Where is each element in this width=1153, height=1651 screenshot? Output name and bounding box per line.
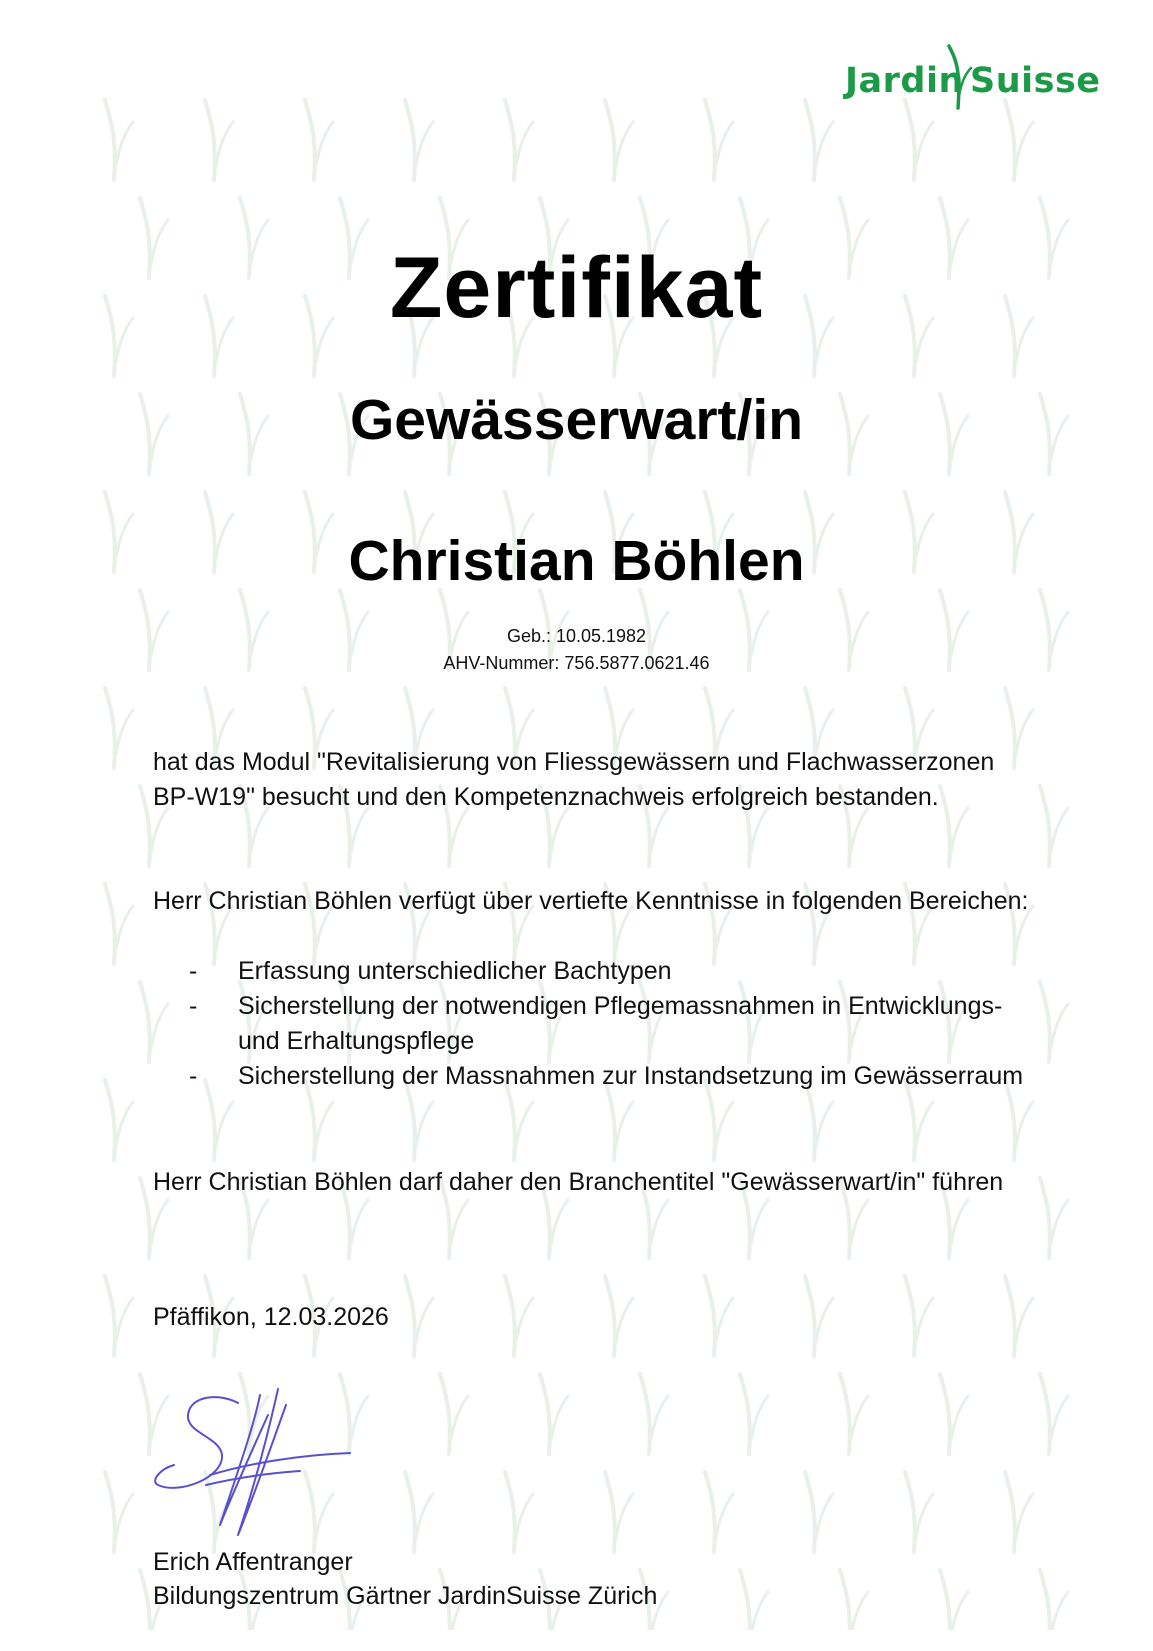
watermark-grass-icon — [105, 688, 133, 768]
watermark-grass-icon — [505, 1472, 533, 1552]
watermark-grass-icon — [905, 1276, 933, 1356]
watermark-grass-icon — [705, 100, 733, 180]
watermark-grass-icon — [705, 1276, 733, 1356]
watermark-grass-icon — [305, 100, 333, 180]
watermark-grass-icon — [505, 1276, 533, 1356]
signer-organization: Bildungszentrum Gärtner JardinSuisse Zürich — [153, 1582, 658, 1610]
watermark-grass-icon — [740, 1570, 768, 1630]
watermark-grass-icon — [805, 1472, 833, 1552]
jardinsuisse-logo — [845, 38, 1101, 110]
watermark-grass-icon — [105, 1472, 133, 1552]
ahv-number: AHV-Nummer: 756.5877.0621.46 — [443, 653, 710, 673]
watermark-grass-icon — [405, 1276, 433, 1356]
birth-date: Geb.: 10.05.1982 — [506, 626, 647, 646]
certificate-title: Zertifikat — [389, 240, 764, 336]
handwritten-signature — [150, 1385, 370, 1545]
watermark-grass-icon — [105, 1080, 133, 1160]
watermark-grass-icon — [805, 1276, 833, 1356]
watermark-grass-icon — [505, 100, 533, 180]
watermark-grass-icon — [640, 1374, 668, 1454]
list-item — [153, 1059, 1033, 1094]
certificate-subtitle: Gewässerwart/in — [349, 388, 804, 452]
logo-word-suisse: Suisse — [970, 61, 1101, 101]
place-date: Pfäffikon, 12.03.2026 — [153, 1303, 389, 1331]
watermark-grass-icon — [205, 100, 233, 180]
watermark-grass-icon — [805, 100, 833, 180]
watermark-grass-icon — [1005, 1472, 1033, 1552]
watermark-grass-icon — [405, 1472, 433, 1552]
watermark-grass-icon — [605, 1472, 633, 1552]
watermark-grass-icon — [940, 1374, 968, 1454]
paragraph-module: hat das Modul "Revitalisierung von Fliessgewässern und Flachwasserzonen BP-W19" besucht und den Kompetenznachweis erfolgreich bestanden. — [153, 748, 995, 811]
signer-name: Erich Affentranger — [153, 1548, 353, 1576]
competence-list — [153, 954, 1033, 1094]
logo-word-jardin: Jardin — [845, 61, 964, 101]
watermark-grass-icon — [1005, 1276, 1033, 1356]
list-dash: - — [189, 992, 198, 1020]
watermark-grass-icon — [840, 1570, 868, 1630]
watermark-grass-icon — [840, 1374, 868, 1454]
watermark-grass-icon — [705, 1472, 733, 1552]
list-item-text: Erfassung unterschiedlicher Bachtypen — [238, 957, 672, 985]
signer-block — [153, 1545, 657, 1613]
watermark-grass-icon — [105, 100, 133, 180]
watermark-grass-icon — [905, 1472, 933, 1552]
watermark-grass-icon — [905, 100, 933, 180]
watermark-grass-icon — [1005, 100, 1033, 180]
watermark-grass-icon — [105, 884, 133, 964]
paragraph-title-right: Herr Christian Böhlen darf daher den Branchentitel "Gewässerwart/in" führen — [153, 1168, 1004, 1196]
watermark-grass-icon — [740, 1374, 768, 1454]
watermark-grass-icon — [440, 1374, 468, 1454]
watermark-grass-icon — [405, 100, 433, 180]
list-item — [153, 989, 1033, 1059]
list-item — [153, 954, 1033, 989]
watermark-grass-icon — [1040, 1570, 1068, 1630]
recipient-details — [0, 623, 1153, 677]
list-dash: - — [189, 957, 198, 985]
watermark-grass-icon — [1040, 1374, 1068, 1454]
watermark-grass-icon — [605, 100, 633, 180]
watermark-grass-icon — [1040, 786, 1068, 866]
list-item-text: Sicherstellung der notwendigen Pflegemassnahmen in Entwicklungs- und Erhaltungspflege — [238, 992, 1003, 1055]
list-item-text: Sicherstellung der Massnahmen zur Instandsetzung im Gewässerraum — [238, 1062, 1024, 1090]
paragraph-knowledge: Herr Christian Böhlen verfügt über vertiefte Kenntnisse in folgenden Bereichen: — [153, 887, 1029, 915]
watermark-grass-icon — [105, 1276, 133, 1356]
recipient-name: Christian Böhlen — [348, 529, 805, 593]
watermark-grass-icon — [1040, 982, 1068, 1062]
watermark-grass-icon — [605, 1276, 633, 1356]
watermark-grass-icon — [1040, 1178, 1068, 1258]
list-dash: - — [189, 1062, 198, 1090]
watermark-grass-icon — [940, 1570, 968, 1630]
watermark-grass-icon — [540, 1374, 568, 1454]
